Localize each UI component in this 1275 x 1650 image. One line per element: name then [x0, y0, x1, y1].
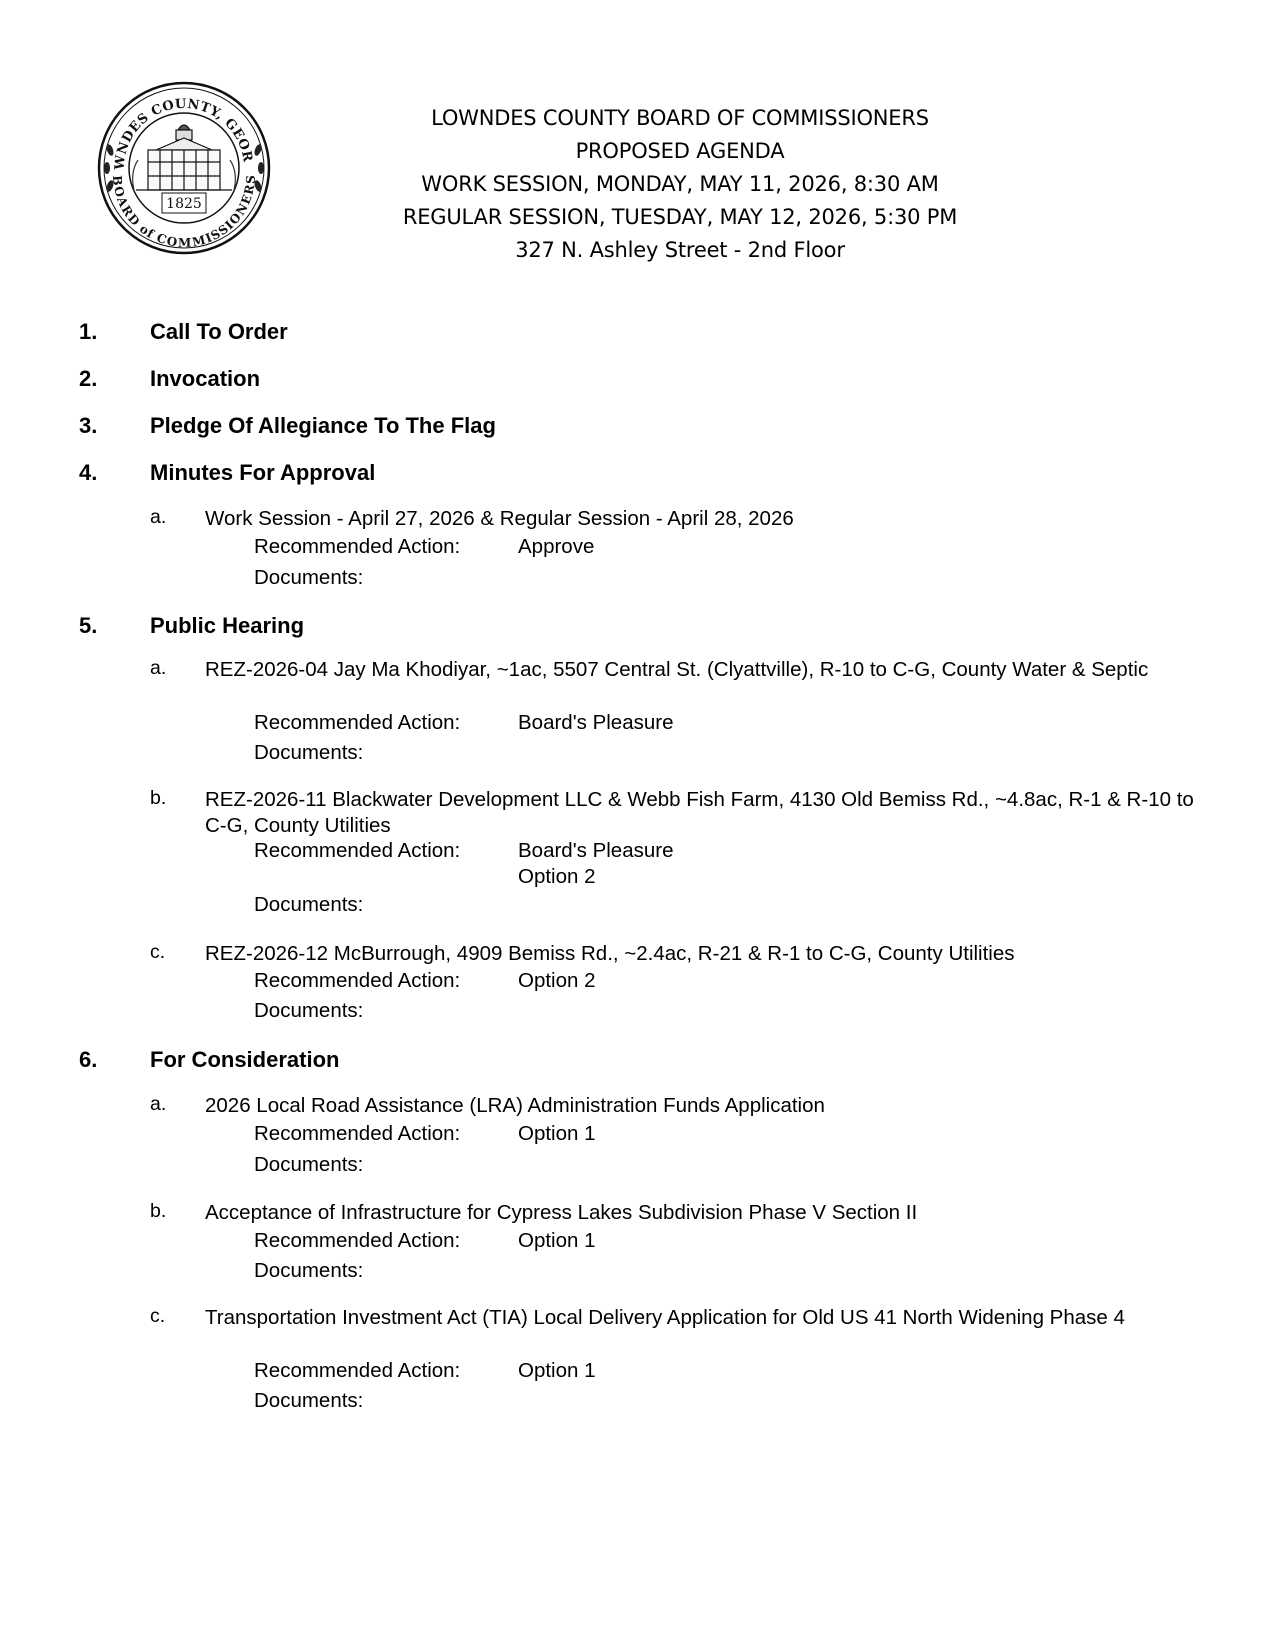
seal-year: 1825 [166, 196, 202, 212]
documents-link[interactable]: Documents: [254, 741, 364, 764]
item-letter: a. [150, 1093, 167, 1115]
agenda-section [0, 366, 1275, 398]
agenda-section [0, 413, 1275, 445]
item-letter: b. [150, 1200, 167, 1222]
recommended-action-label: Recommended Action: [254, 535, 461, 558]
section-title: Invocation [150, 366, 261, 391]
documents-link[interactable]: Documents: [254, 1259, 364, 1282]
documents-link[interactable]: Documents: [254, 999, 364, 1022]
item-description: Work Session - April 27, 2026 & Regular Session - April 28, 2026 [205, 507, 794, 530]
agenda-section [0, 1047, 1275, 1079]
section-title: Call To Order [150, 319, 288, 344]
recommended-action-value: Option 1 [518, 1122, 596, 1145]
documents-link[interactable]: Documents: [254, 566, 364, 589]
recommended-action-value: Option 1 [518, 1359, 596, 1382]
documents-link[interactable]: Documents: [254, 1389, 364, 1412]
recommended-action-value: Option 2 [518, 969, 596, 992]
recommended-action-label: Recommended Action: [254, 969, 461, 992]
item-description: Acceptance of Infrastructure for Cypress Lakes Subdivision Phase V Section II [205, 1201, 918, 1224]
item-letter: a. [150, 506, 167, 528]
item-letter: c. [150, 941, 166, 963]
item-description: REZ-2026-04 Jay Ma Khodiyar, ~1ac, 5507 Central St. (Clyattville), R-10 to C-G, County Water & Septic [205, 658, 1149, 681]
agenda-header [390, 102, 970, 267]
recommended-action-value: Approve [518, 535, 595, 558]
section-title: Minutes For Approval [150, 460, 376, 485]
section-title: For Consideration [150, 1047, 340, 1072]
section-number: 6. [79, 1047, 98, 1072]
recommended-action-label: Recommended Action: [254, 839, 461, 862]
agenda-section [0, 319, 1275, 351]
recommended-action-label: Recommended Action: [254, 1229, 461, 1252]
item-description: REZ-2026-12 McBurrough, 4909 Bemiss Rd., ~2.4ac, R-21 & R-1 to C-G, County Utilities [205, 942, 1015, 965]
recommended-action-value: Option 1 [518, 1229, 596, 1252]
recommended-action-label: Recommended Action: [254, 1122, 461, 1145]
header-subtitle: PROPOSED AGENDA [575, 139, 785, 163]
seal-top-text: WNDES COUNTY, GEOR [112, 96, 255, 171]
recommended-action-label: Recommended Action: [254, 711, 461, 734]
recommended-action-label: Recommended Action: [254, 1359, 461, 1382]
header-address: 327 N. Ashley Street - 2nd Floor [515, 238, 845, 262]
county-seal-logo [96, 80, 272, 256]
section-number: 1. [79, 319, 98, 344]
agenda-section [0, 613, 1275, 645]
recommended-action-value: Option 2 [518, 865, 596, 888]
item-description: Transportation Investment Act (TIA) Local Delivery Application for Old US 41 North Widening Phase 4 [205, 1306, 1125, 1329]
section-title: Public Hearing [150, 613, 305, 638]
section-title: Pledge Of Allegiance To The Flag [150, 413, 496, 438]
documents-link[interactable]: Documents: [254, 893, 364, 916]
section-number: 3. [79, 413, 98, 438]
recommended-action-value: Board's Pleasure [518, 839, 674, 862]
documents-link[interactable]: Documents: [254, 1153, 364, 1176]
item-description: REZ-2026-11 Blackwater Development LLC & Webb Fish Farm, 4130 Old Bemiss Rd., ~4.8ac, R-1 & R-10 to C-G, County Utilities [205, 788, 1194, 837]
recommended-action-value: Board's Pleasure [518, 711, 674, 734]
header-regular-session: REGULAR SESSION, TUESDAY, MAY 12, 2026, 5:30 PM [402, 205, 958, 229]
item-letter: b. [150, 787, 167, 809]
item-letter: a. [150, 657, 167, 679]
section-number: 5. [79, 613, 98, 638]
header-work-session: WORK SESSION, MONDAY, MAY 11, 2026, 8:30 AM [421, 172, 939, 196]
item-letter: c. [150, 1305, 166, 1327]
item-description: 2026 Local Road Assistance (LRA) Administration Funds Application [205, 1094, 825, 1117]
seal-bottom-text: BOARD of COMMISSIONERS [110, 174, 258, 250]
agenda-section [0, 460, 1275, 492]
section-number: 2. [79, 366, 98, 391]
section-number: 4. [79, 460, 98, 485]
header-title: LOWNDES COUNTY BOARD OF COMMISSIONERS [431, 106, 929, 130]
